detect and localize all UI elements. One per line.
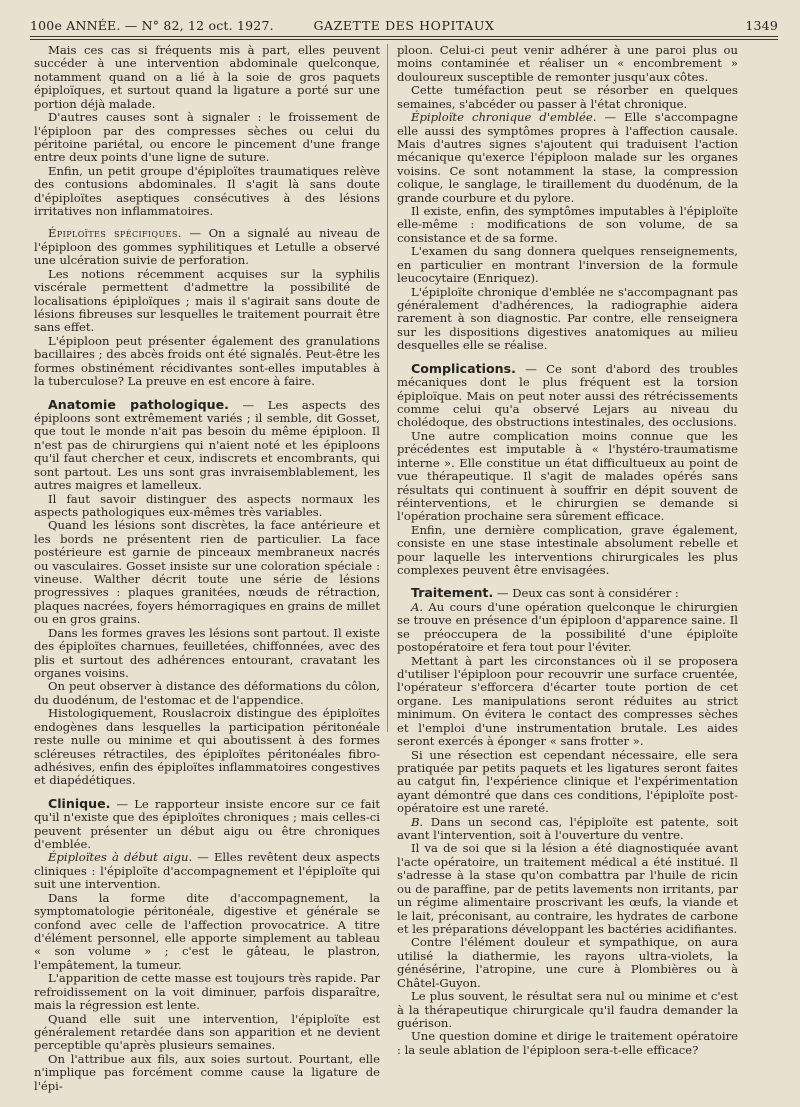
paragraph: Quand elle suit une intervention, l'épiploïte est généralement retardée dans son apparition et ne devient perceptible qu'après plusieurs semaines. [34,1011,380,1053]
case-marker: B. [411,814,424,829]
paragraph: Contre l'élément douleur et sympathique, on aura utilisé la diathermie, les rayons ultra-violets, la génésérine, l'atropine, une cure à Plombières ou à Châtel-Guyon. [397,935,738,990]
paragraph: L'examen du sang donnera quelques renseignements, en particulier en montrant l'inversion de la formule leucocytaire (Enriquez). [397,244,738,286]
paragraph: Anatomie pathologique. — Les aspects des épiploons sont extrêmement variés ; il semble, dit Gosset, que tout le monde n'ait pas besoin du même épiploon. Il n'est pas de chirurgiens qui n'aient noté et les épiploons qu'il faut chercher et ceux, indiscrets et encombrants, qui sont partout. Les uns sont gras invraisemblablement, les autres maigres et lamelleux. [34,396,380,493]
paragraph: Si une résection est cependant nécessaire, elle sera pratiquée par petits paquets et les ligatures seront faites au catgut fin, l'expérience clinique et l'expérimentation ayant démontré que dans ces conditions, l'épiploïte post-opératoire est une rareté. [397,747,738,816]
paragraph: Il va de soi que si la lésion a été diagnostiquée avant l'acte opératoire, un traitement médical a été institué. Il s'adresse à la stase qu'on combattra par l'huile de ricin ou de paraffine, par de petits lavements non irritants, par un régime alimentaire proscrivant les œufs, la viande et le lait, préconisant, au contraire, les hydrates de carbone et les préparations développant les bactéries acidifiantes. [397,841,738,936]
paragraph: Enfin, une dernière complication, grave également, consiste en une stase intestinale absolument rebelle et pour laquelle les interventions chirurgicales les plus complexes peuvent être envisagées. [397,522,738,578]
section-heading: Anatomie pathologique. [48,396,229,412]
header-rule [30,36,778,37]
paragraph: Il faut savoir distinguer des aspects normaux les aspects pathologiques eux-mêmes très variables. [34,491,380,519]
paragraph: Clinique. — Le rapporteur insiste encore sur ce fait qu'il n'existe que des épiploïtes chroniques ; mais celles-ci peuvent présenter un début aigu ou être chroniques d'emblée. [34,795,380,852]
paragraph: Il existe, enfin, des symptômes imputables à l'épiploïte elle-même : modifications de son volume, de sa consistance et de sa forme. [397,204,738,245]
paragraph: L'épiploon peut présenter également des granulations bacillaires ; des abcès froids ont été signalés. Peut-être les formes obstinément récidivantes sont-elles imputables à la tuberculose? La preuve en est encore à faire. [34,333,380,389]
section-heading: Traitement. [411,585,494,601]
paragraph: Mais ces cas si fréquents mis à part, elles peuvent succéder à une intervention abdominale quelconque, notamment quand on a lié à la soie de gros paquets épiploïques, et surtout quand la ligature a porté sur une portion déjà malade. [34,43,380,111]
paragraph: L'épiploïte chronique d'emblée ne s'accompagnant pas généralement d'adhérences, la radiographie aidera rarement à son diagnostic. Par contre, elle renseignera sur les dispositions digestives anatomiques au milieu desquelles elle se réalise. [397,284,738,353]
right-column [397,44,738,1057]
paragraph: Les notions récemment acquises sur la syphilis viscérale permettent d'admettre la possibilité de localisations épiploïques ; mais il s'agirait sans doute de lésions fibreuses sur lesquelles le traitement pourrait être sans effet. [34,266,380,335]
case-marker: A. [411,599,424,614]
paragraph: A. Au cours d'une opération quelconque le chirurgien se trouve en présence d'un épiploon d'apparence saine. Il se préoccupera de la possibilité d'une épiploïte postopératoire et fera tout pour l'éviter. [397,599,738,655]
subsection-heading: Épiploïte chronique d'emblée. [411,110,597,125]
column-divider [387,44,388,732]
paragraph: Une question domine et dirige le traitement opératoire : la seule ablation de l'épiploon sera-t-elle efficace? [397,1029,738,1057]
page-number: 1349 [745,18,778,33]
paragraph: Enfin, un petit groupe d'épiploïtes traumatiques relève des contusions abdominales. Il s'agit là sans doute d'épiploïtes aseptiques consécutives à des lésions irritatives non inflammatoires. [34,163,380,219]
header-rule-double [30,39,778,40]
left-column [34,44,380,1093]
paragraph: Épiploïte chronique d'emblée. — Elle s'accompagne elle aussi des symptômes propres à l'affection causale. Mais d'autres signes s'ajoutent qui traduisent l'action mécanique qu'exerce l'épiploon malade sur les organes voisins. Ce sont notamment la stase, la compression colique, le sanglage, le tiraillement du duodénum, de la grande courbure et du pylore. [397,110,738,205]
paragraph: Cette tuméfaction peut se résorber en quelques semaines, s'abcéder ou passer à l'état chronique. [397,83,738,111]
paragraph: L'apparition de cette masse est toujours très rapide. Par refroidissement on la voit diminuer, parfois disparaître, mais la régression est lente. [34,971,380,1013]
page-header [30,16,778,36]
issue-line: 100e ANNÉE. — N° 82, 12 oct. 1927. [30,18,274,33]
paragraph: On l'attribue aux fils, aux soies surtout. Pourtant, elle n'implique pas forcément comme cause la ligature de l'épi- [34,1051,380,1093]
journal-title: GAZETTE DES HOPITAUX [313,18,495,33]
paragraph: D'autres causes sont à signaler : le froissement de l'épiploon par des compresses sèches ou celui du péritoine pariétal, ou encore le pincement d'une frange entre deux points d'une ligne de suture. [34,110,380,165]
subsection-heading: Épiploïtes spécifiques. [48,226,182,241]
paragraph: Dans les formes graves les lésions sont partout. Il existe des épiploïtes charnues, feuilletées, chiffonnées, avec des plis et surtout des adhérences entourant, cravatant les organes voisins. [34,625,380,680]
paragraph: Quand les lésions sont discrètes, la face antérieure et les bords ne présentent rien de particulier. La face postérieure est garnie de pinceaux membraneux nacrés ou vasculaires. Gosset insiste sur une coloration spéciale : vineuse. Walther décrit toute une série de lésions progressives : plaques granitées, nœuds de rétraction, plaques nacrées, foyers hémorragiques en grains de millet ou en gros grains. [34,518,380,627]
paragraph: Une autre complication moins connue que les précédentes est imputable à « l'hystéro-traumatisme interne ». Elle constitue un état difficultueux au point de vue thérapeutique. Il s'agit de malades opérés sans résultats qui continuent à souffrir en dépit souvent de réinterventions, et le chirurgien se demande si l'opération prochaine sera sûrement efficace. [397,428,738,524]
section-heading: Complications. [411,360,516,376]
paragraph: Épiploïtes à début aigu. — Elles revêtent deux aspects cliniques : l'épiploïte d'accompagnement et l'épiploïte qui suit une intervention. [34,850,380,892]
paragraph: ploon. Celui-ci peut venir adhérer à une paroi plus ou moins contaminée et réaliser un « encombrement » douloureux susceptible de remonter jusqu'aux côtes. [397,43,738,84]
subsection-heading: Épiploïtes à début aigu. [48,850,193,865]
paragraph: On peut observer à distance des déformations du côlon, du duodénum, de l'estomac et de l'appendice. [34,679,380,707]
paragraph: Épiploïtes spécifiques. — On a signalé au niveau de l'épiploon des gommes syphilitiques et Letulle a observé une ulcération suivie de perforation. [34,226,380,268]
paragraph: Complications. — Ce sont d'abord des troubles mécaniques dont le plus fréquent est la torsion épiploïque. Mais on peut noter aussi des rétrécissements comme celui qu'a observé Lejars au niveau du cholédoque, des obstructions intestinales, des occlusions. [397,360,738,430]
section-heading: Clinique. [48,795,111,811]
paragraph: Mettant à part les circonstances où il se proposera d'utiliser l'épiploon pour recouvrir une surface cruentée, l'opérateur s'efforcera d'écarter toute portion de cet organe. Les manipulations seront réduites au strict minimum. On évitera le contact des compresses sèches et l'emploi d'une instrumentation brutale. Les aides seront exercés à éponger « sans frotter ». [397,653,738,749]
paragraph: Histologiquement, Rouslacroix distingue des épiploïtes endogènes dans lesquelles la participation péritonéale reste nulle ou minime et qui aboutissent à des formes scléreuses rétractiles, des épiploïtes péritonéales fibro-adhésives, enfin des épiploïtes inflammatoires congestives et diapédétiques. [34,706,380,788]
paragraph: Dans la forme dite d'accompagnement, la symptomatologie péritonéale, digestive et générale se confond avec celle de l'affection provocatrice. A titre d'élément personnel, elle apporte simplement au tableau « son volume » ; c'est le gâteau, le plastron, l'empâtement, la tumeur. [34,890,380,972]
paragraph: Le plus souvent, le résultat sera nul ou minime et c'est à la thérapeutique chirurgicale qu'il faudra demander la guérison. [397,989,738,1030]
paragraph: B. Dans un second cas, l'épiploïte est patente, soit avant l'intervention, soit à l'ouverture du ventre. [397,814,738,843]
paragraph: Traitement. — Deux cas sont à considérer : [411,585,679,601]
